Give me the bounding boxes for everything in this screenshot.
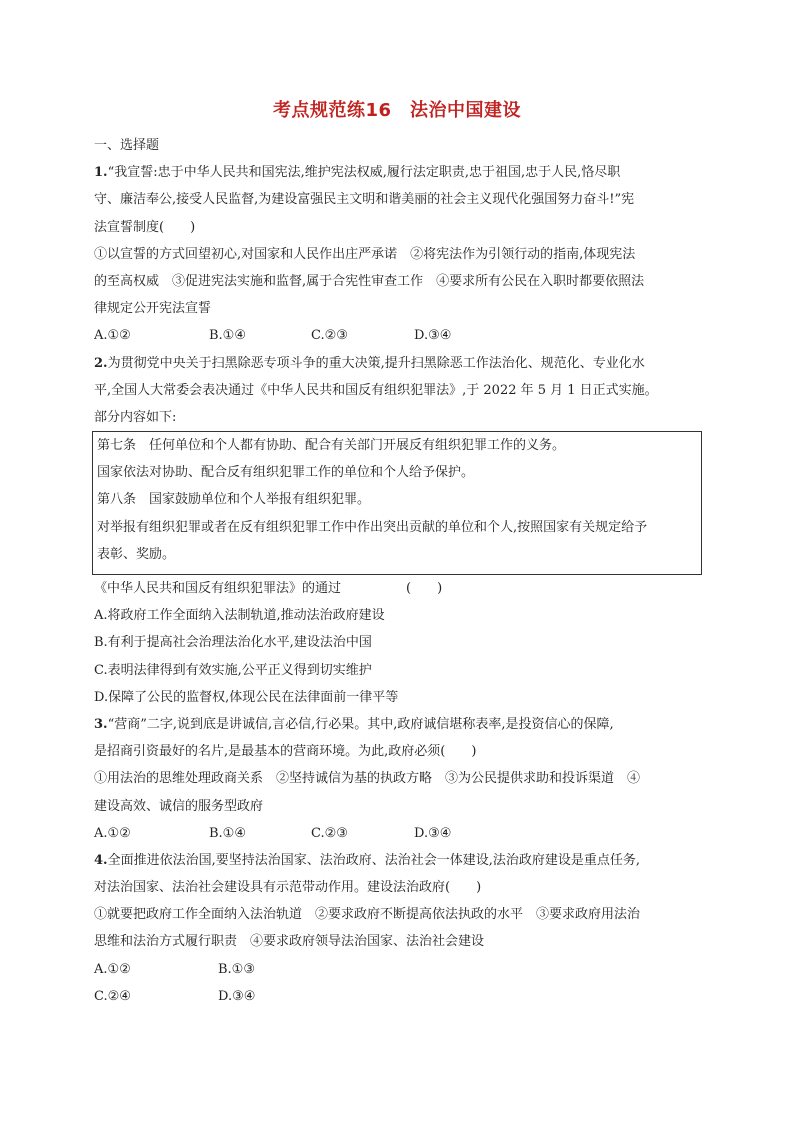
option-d[interactable]: D.③④ (414, 825, 452, 841)
law-excerpt-line: 对举报有组织犯罪或者在反有组织犯罪工作中作出突出贡献的单位和个人,按照国家有关规定给予 (97, 519, 648, 535)
statement-line: 的至高权威 ③促进宪法实施和监督,属于合宪性审查工作 ④要求所有公民在入职时都要依照法 (94, 273, 645, 289)
option-b[interactable]: B.①③ (218, 961, 255, 977)
statement-line: ①以宣誓的方式回望初心,对国家和人民作出庄严承诺 ②将宪法作为引领行动的指南,体现宪法 (94, 246, 636, 262)
question-2 (94, 350, 706, 711)
page-title: 考点规范练16 法治中国建设 (272, 100, 522, 121)
section-heading: 一、选择题 (94, 138, 160, 153)
answer-options (94, 322, 706, 349)
option-d[interactable]: D.③④ (218, 988, 256, 1004)
statement-line: 建设高效、诚信的服务型政府 (94, 798, 264, 814)
option-b[interactable]: B.有利于提高社会治理法治化水平,建设法治中国 (94, 635, 372, 651)
question-number: 3. (94, 716, 108, 732)
question-stem-line: 平,全国人大常委会表决通过《中华人民共和国反有组织犯罪法》,于 2022 年 5 月 1 日正式实施。 (94, 382, 658, 398)
answer-options-row-1 (94, 956, 706, 983)
option-c[interactable]: C.②④ (94, 988, 131, 1004)
law-excerpt-line: 第八条 国家鼓励单位和个人举报有组织犯罪。 (97, 492, 371, 508)
question-stem-line: 3.“营商”二字,说到底是讲诚信,言必信,行必果。其中,政府诚信堪称表率,是投资信心的保障, (94, 716, 614, 732)
option-c[interactable]: C.②③ (311, 328, 348, 344)
statement-line: ①用法治的思维处理政商关系 ②坚持诚信为基的执政方略 ③为公民提供求助和投诉渠道 ④ (94, 771, 641, 787)
question-stem-line: 2.为贯彻党中央关于扫黑除恶专项斗争的重大决策,提升扫黑除恶工作法治化、规范化、专业化水 (94, 355, 645, 371)
question-prompt: 《中华人民共和国反有组织犯罪法》的通过 ( ) (94, 581, 443, 596)
answer-options (94, 820, 706, 847)
question-content (94, 132, 706, 1010)
law-excerpt-box (92, 431, 702, 575)
statement-line: 律规定公开宪法宣誓 (94, 301, 212, 317)
option-b[interactable]: B.①④ (209, 328, 246, 344)
question-stem-line: 是招商引资最好的名片,是最基本的营商环境。为此,政府必须( ) (94, 744, 477, 760)
law-excerpt-line: 第七条 任何单位和个人都有协助、配合有关部门开展反有组织犯罪工作的义务。 (97, 438, 566, 454)
option-a[interactable]: A.①② (94, 961, 131, 977)
statement-line: 思维和法治方式履行职责 ④要求政府领导法治国家、法治社会建设 (94, 934, 485, 950)
question-4 (94, 847, 706, 1010)
question-number: 1. (94, 165, 108, 181)
question-stem-line: 部分内容如下: (94, 409, 177, 425)
question-stem-line: 守、廉洁奉公,接受人民监督,为建设富强民主文明和谐美丽的社会主义现代化强国努力奋斗!”宪 (94, 192, 635, 208)
question-stem-line: 4.全面推进依法治国,要坚持法治国家、法治政府、法治社会一体建设,法治政府建设是重点任务, (94, 852, 640, 868)
statement-line: ①就要把政府工作全面纳入法治轨道 ②要求政府不断提高依法执政的水平 ③要求政府用法治 (94, 907, 641, 923)
question-number: 2. (94, 355, 108, 371)
law-excerpt-line: 表彰、奖励。 (97, 546, 176, 562)
answer-options-row-2 (94, 983, 706, 1010)
question-3 (94, 711, 706, 847)
option-c[interactable]: C.②③ (311, 825, 348, 841)
option-d[interactable]: D.保障了公民的监督权,体现公民在法律面前一律平等 (94, 689, 399, 705)
option-a[interactable]: A.①② (94, 825, 131, 841)
law-excerpt-line: 国家依法对协助、配合反有组织犯罪工作的单位和个人给予保护。 (97, 465, 475, 481)
question-1 (94, 159, 706, 349)
option-c[interactable]: C.表明法律得到有效实施,公平正义得到切实维护 (94, 662, 372, 678)
question-stem-line: 对法治国家、法治社会建设具有示范带动作用。建设法治政府( ) (94, 880, 482, 896)
question-number: 4. (94, 852, 108, 868)
option-a[interactable]: A.将政府工作全面纳入法制轨道,推动法治政府建设 (94, 608, 385, 624)
option-d[interactable]: D.③④ (414, 328, 452, 344)
option-a[interactable]: A.①② (94, 328, 131, 344)
option-b[interactable]: B.①④ (209, 825, 246, 841)
question-stem-line: 法宣誓制度( ) (94, 219, 196, 235)
question-stem-line: 1.“我宣誓:忠于中华人民共和国宪法,维护宪法权威,履行法定职责,忠于祖国,忠于人民,恪尽职 (94, 165, 621, 181)
